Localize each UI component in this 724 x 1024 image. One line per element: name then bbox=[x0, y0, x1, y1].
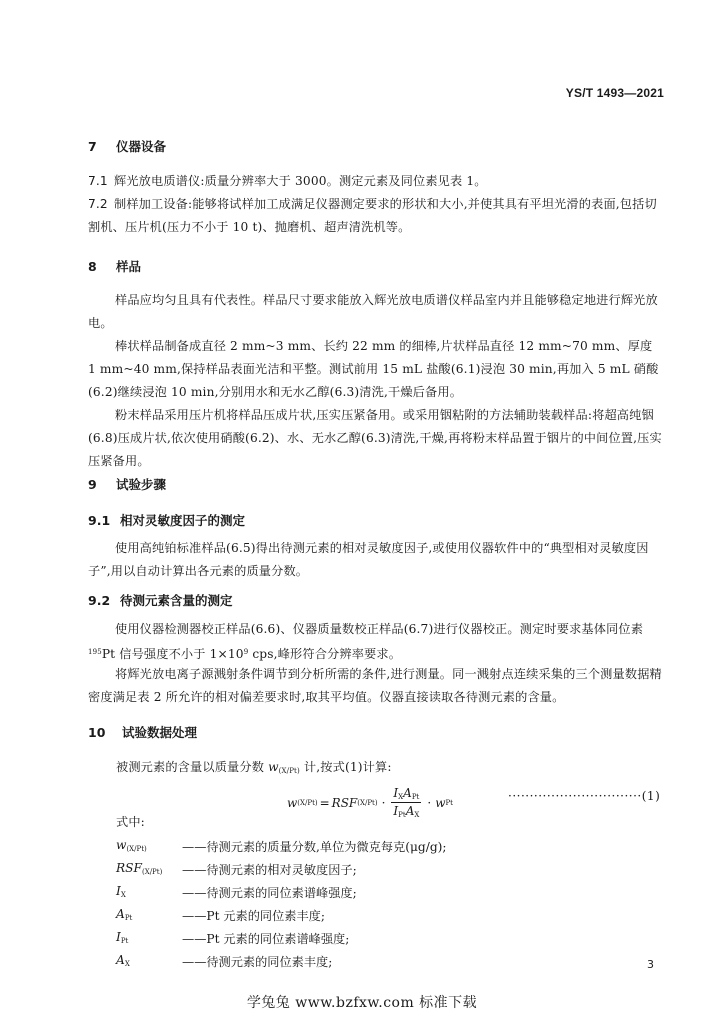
def-text: ——待测元素的同位素丰度; bbox=[182, 955, 333, 969]
section-title: 试验步骤 bbox=[116, 477, 167, 492]
symbol: I bbox=[116, 930, 121, 944]
paragraph bbox=[88, 618, 663, 666]
section-7-heading bbox=[88, 137, 166, 155]
text-run: 使用仪器检测器校正样品(6.6)、仪器质量数校正样品(6.7)进行仪器校正。测定时要求基体同位素 bbox=[115, 622, 644, 636]
isotope-mass-superscript: 195 bbox=[88, 648, 102, 656]
subsection-title: 相对灵敏度因子的测定 bbox=[120, 513, 246, 528]
section-title: 试验数据处理 bbox=[122, 725, 198, 740]
where-label: 式中: bbox=[116, 815, 145, 829]
symbol: w bbox=[435, 795, 446, 810]
section-number: 9 bbox=[88, 477, 97, 492]
fraction bbox=[391, 786, 421, 819]
subscript: X bbox=[124, 960, 130, 968]
subsection-9-1-heading bbox=[88, 511, 245, 529]
symbol: RSF bbox=[116, 861, 142, 875]
subscript: (X/Pt) bbox=[278, 767, 300, 775]
clause-text: 制样加工设备:能够将试样加工成满足仪器测定要求的形状和大小,并使其具有平坦光滑的表面,包括切割机、压片机(压力不小于 10 t)、抛磨机、超声清洗机等。 bbox=[88, 197, 657, 234]
subscript: (X/Pt) bbox=[297, 798, 318, 807]
symbol: w bbox=[287, 795, 298, 810]
paragraph: 样品应均匀且具有代表性。样品尺寸要求能放入辉光放电质谱仪样品室内并且能够稳定地进行辉光放电。 bbox=[88, 293, 658, 330]
exponent-superscript: 9 bbox=[243, 648, 249, 656]
denominator bbox=[391, 803, 421, 819]
def-symbol bbox=[116, 884, 126, 899]
def-text: ——Pt 元素的同位素谱峰强度; bbox=[182, 932, 350, 946]
symbol: w bbox=[116, 838, 127, 852]
subsection-number: 9.1 bbox=[88, 513, 111, 528]
clause-text: 辉光放电质谱仪:质量分辨率大于 3000。测定元素及同位素见表 1。 bbox=[114, 174, 487, 188]
symbol: I bbox=[116, 884, 121, 898]
def-text: ——待测元素的同位素谱峰强度; bbox=[182, 886, 357, 900]
subscript: Pt bbox=[124, 914, 133, 922]
text-run: 计,按式(1)计算: bbox=[299, 760, 392, 774]
formula-intro bbox=[116, 756, 392, 783]
section-8-heading bbox=[88, 257, 141, 275]
subscript: X bbox=[398, 793, 404, 801]
def-text: ——待测元素的质量分数,单位为微克每克(μg/g); bbox=[182, 840, 447, 854]
def-text: ——待测元素的相对灵敏度因子; bbox=[182, 863, 357, 877]
subscript: (X/Pt) bbox=[126, 845, 147, 853]
paragraph: 棒状样品制备成直径 2 mm~3 mm、长约 22 mm 的细棒,片状样品直径 12 mm~70 mm、厚度 1 mm~40 mm,保持样品表面光洁和平整。测试前用 15 mL 盐酸(6.1)浸泡 30 min,再加入 5 mL 硝酸(6.2)继续浸泡 10 min,分别用水和无水乙醇(6.3)清洗,干燥后备用。 bbox=[88, 339, 659, 399]
subscript: Pt bbox=[411, 793, 420, 801]
section-number: 8 bbox=[88, 259, 97, 274]
subscript: Pt bbox=[398, 811, 406, 819]
paragraph: 粉末样品采用压片机将样品压成片状,压实压紧备用。或采用铟粘附的方法辅助装载样品:将超高纯铟(6.8)压成片状,依次使用硝酸(6.2)、水、无水乙醇(6.3)清洗,干燥,再将粉末样品置于铟片的中间位置,压实压紧备用。 bbox=[88, 408, 662, 468]
symbol: A bbox=[405, 804, 415, 818]
subsection-number: 9.2 bbox=[88, 593, 111, 608]
paragraph: 使用高纯铂标准样品(6.5)得出待测元素的相对灵敏度因子,或使用仪器软件中的“典型相对灵敏度因子”,用以自动计算出各元素的质量分数。 bbox=[88, 541, 649, 578]
def-symbol bbox=[116, 930, 128, 945]
subscript: (X/Pt) bbox=[141, 868, 163, 876]
subscript: Pt bbox=[120, 937, 129, 945]
clause-7-2 bbox=[88, 193, 663, 239]
symbol: w bbox=[268, 760, 279, 774]
clause-number: 7.2 bbox=[88, 197, 108, 211]
section-9-heading bbox=[88, 475, 166, 493]
page-number: 3 bbox=[647, 958, 654, 971]
standard-code: YS/T 1493—2021 bbox=[565, 86, 664, 100]
section-number: 7 bbox=[88, 139, 97, 154]
numerator bbox=[391, 786, 421, 803]
clause-number: 7.1 bbox=[88, 174, 108, 188]
multiply-dot: · bbox=[381, 795, 386, 810]
def-text: ——Pt 元素的同位素丰度; bbox=[182, 909, 325, 923]
subscript: (X/Pt) bbox=[357, 798, 378, 807]
section-number: 10 bbox=[88, 725, 106, 740]
watermark-footer: 学兔兔 www.bzfxw.com 标准下载 bbox=[246, 995, 478, 1011]
subsection-title: 待测元素含量的测定 bbox=[120, 593, 233, 608]
equals-sign: = bbox=[319, 795, 330, 810]
symbol: A bbox=[116, 953, 125, 967]
text-run: Pt 信号强度不小于 1×10 bbox=[101, 647, 244, 661]
symbol: A bbox=[403, 786, 412, 800]
text-run: cps,峰形符合分辨率要求。 bbox=[248, 647, 402, 661]
subscript: X bbox=[120, 891, 126, 899]
symbol: I bbox=[393, 804, 399, 818]
equation-number: ·······························(1) bbox=[508, 789, 661, 803]
symbol: RSF bbox=[331, 795, 358, 810]
multiply-dot: · bbox=[427, 795, 432, 810]
formula-1 bbox=[287, 786, 453, 819]
paragraph: 将辉光放电离子源溅射条件调节到分析所需的条件,进行测量。同一溅射点连续采集的三个测量数据精密度满足表 2 所允许的相对偏差要求时,取其平均值。仪器直接读取各待测元素的含量。 bbox=[88, 667, 662, 704]
symbol: I bbox=[393, 786, 399, 800]
subscript: Pt bbox=[445, 798, 453, 807]
def-symbol bbox=[116, 907, 132, 922]
text-run: 被测元素的含量以质量分数 bbox=[116, 760, 269, 774]
subsection-9-2-heading bbox=[88, 591, 233, 609]
section-10-heading bbox=[88, 723, 197, 741]
def-symbol bbox=[116, 953, 130, 968]
section-title: 样品 bbox=[116, 259, 142, 274]
symbol: A bbox=[116, 907, 125, 921]
subscript: X bbox=[414, 811, 420, 819]
def-symbol bbox=[116, 838, 147, 853]
clause-7-1 bbox=[88, 170, 663, 193]
section-title: 仪器设备 bbox=[116, 139, 167, 154]
def-symbol bbox=[116, 861, 162, 876]
